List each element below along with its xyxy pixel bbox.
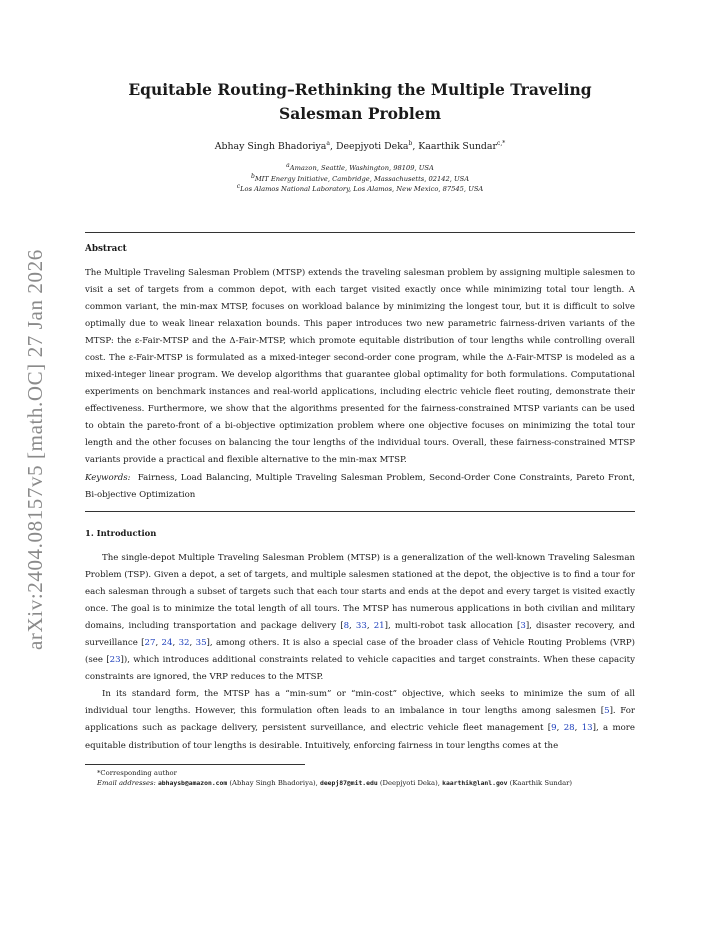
- citation-link[interactable]: 32: [178, 637, 190, 648]
- text-run: ,: [366, 620, 374, 631]
- citation-link[interactable]: 23: [109, 655, 121, 666]
- author-name: Abhay Singh Bhadoriya: [214, 141, 327, 152]
- author-list: [85, 140, 635, 153]
- text-run: The single-depot Multiple Traveling Salesman Problem (MTSP) is a generalization of the well-known Traveling Salesman Problem (TSP). Given a depot, a set of targets, and multiple salesmen stationed at the depot, the objective is to find a tour for each salesman through a subset of targets such that each tour starts and ends at the depot and every target is visited exactly once. The goal is to minimize the total length of all tours. The MTSP has numerous applications in both civilian and military domains, including transportation and package delivery [: [85, 552, 635, 631]
- keywords: [85, 470, 635, 504]
- citation-link[interactable]: 24: [161, 637, 173, 648]
- email-label: Email addresses:: [97, 778, 156, 787]
- citation-link[interactable]: 13: [581, 723, 593, 734]
- intro-paragraph-2: [85, 686, 635, 754]
- corresponding-author-note: *Corresponding author: [97, 768, 177, 777]
- author-separator: ,: [412, 141, 419, 152]
- arxiv-identifier: arXiv:2404.08157v5 [math.OC] 27 Jan 2026: [23, 249, 47, 650]
- affiliation-text: Amazon, Seattle, Washington, 98109, USA: [289, 164, 434, 172]
- affiliation: [85, 174, 635, 185]
- email-link[interactable]: kaarthik@lanl.gov: [442, 778, 508, 787]
- text-run: ,: [556, 723, 564, 734]
- text-run: ,: [574, 723, 582, 734]
- text-run: In its standard form, the MTSP has a “min-sum” or “min-cost” objective, which seeks to minimize the sum of all individual tour lengths. However, this formulation often leads to an imbalance in tour lengths among salesmen [: [85, 689, 635, 717]
- email-link[interactable]: abhaysb@amazon.com: [157, 778, 228, 787]
- divider: [85, 511, 635, 512]
- keywords-text: Fairness, Load Balancing, Multiple Traveling Salesman Problem, Second-Order Cone Constraints, Pareto Front, Bi-objective Optimization: [85, 472, 636, 500]
- author-separator: ,: [329, 141, 336, 152]
- text-run: ,: [172, 637, 179, 648]
- text-run: ]. For applications such as package delivery, persistent surveillance, and electric vehicle fleet management [: [85, 706, 635, 734]
- citation-link[interactable]: 35: [195, 637, 207, 648]
- citation-link[interactable]: 5: [604, 706, 610, 717]
- affiliation: [85, 163, 635, 174]
- email-owner: (Abhay Singh Bhadoriya),: [227, 778, 320, 787]
- text-run: ,: [189, 637, 196, 648]
- email-owner: (Deepjyoti Deka),: [377, 778, 443, 787]
- text-run: ]), which introduces additional constraints related to vehicle capacities and target constraints. When these capacity constraints are ignored, the VRP reduces to the MTSP.: [85, 655, 635, 683]
- author-mark: c,*: [497, 139, 506, 147]
- author-mark: a: [326, 139, 330, 147]
- citation-link[interactable]: 9: [551, 723, 557, 734]
- keywords-label: Keywords:: [85, 472, 131, 483]
- text-run: ,: [155, 637, 162, 648]
- email-link[interactable]: deepj87@mit.edu: [319, 778, 378, 787]
- citation-link[interactable]: 28: [563, 723, 575, 734]
- citation-link[interactable]: 33: [355, 620, 367, 631]
- author-name: Kaarthik Sundar: [418, 141, 497, 152]
- abstract-heading: Abstract: [85, 243, 127, 254]
- author-mark: b: [408, 139, 413, 147]
- affiliation-text: MIT Energy Initiative, Cambridge, Massachusetts, 02142, USA: [254, 174, 470, 183]
- citation-link[interactable]: 8: [343, 620, 350, 631]
- email-owner: (Kaarthik Sundar): [507, 778, 573, 787]
- citation-link[interactable]: 27: [144, 637, 156, 648]
- email-addresses: [85, 778, 635, 788]
- citation-link[interactable]: 3: [520, 620, 526, 631]
- footnotes: [85, 768, 635, 788]
- affiliation-mark: c: [236, 182, 241, 190]
- text-run: ], a more equitable distribution of tour lengths is desirable. Intuitively, enforcing fairness in tour lengths comes at the: [85, 723, 635, 751]
- citation-link[interactable]: 21: [373, 620, 385, 631]
- abstract-text: The Multiple Traveling Salesman Problem (MTSP) extends the traveling salesman problem by assigning multiple salesmen to visit a set of targets from a common depot, with each target visited exactly once while minimizing total tour length. A common variant, the min-max MTSP, focuses on workload balance by minimizing the longest tour, but it is difficult to solve optimally due to weak linear relaxation bounds. This paper introduces two new parametric fairness-driven variants of the MTSP: the ε-Fair-MTSP and the Δ-Fair-MTSP, which promote equitable distribution of tour lengths while controlling overall cost. The ε-Fair-MTSP is formulated as a mixed-integer second-order cone program, while the Δ-Fair-MTSP is modeled as a mixed-integer linear program. We develop algorithms that guarantee global optimality for both formulations. Computational experiments on benchmark instances and real-world applications, including electric vehicle fleet routing, demonstrate their effectiveness. Furthermore, we show that the algorithms presented for the fairness-constrained MTSP variants can be used to obtain the pareto-front of a bi-objective optimization problem where one objective focuses on minimizing the total tour length and the other focuses on balancing the tour lengths of the individual tours. Overall, these fairness-constrained MTSP variants provide a practical and flexible alternative to the min-max MTSP.: [85, 267, 635, 465]
- affiliation: [85, 184, 635, 195]
- text-run: ], among others. It is also a special case of the broader class of Vehicle Routing Problems (VRP) (see [: [85, 637, 635, 666]
- paper-page: [85, 78, 635, 788]
- author-name: Deepjyoti Deka: [335, 141, 409, 152]
- affiliation-text: Los Alamos National Laboratory, Los Alamos, New Mexico, 87545, USA: [240, 185, 484, 193]
- affiliation-mark: a: [286, 161, 290, 169]
- text-run: ], multi-robot task allocation [: [384, 620, 521, 631]
- paper-title: Equitable Routing–Rethinking the Multiple Traveling Salesman Problem: [128, 80, 592, 123]
- text-run: ], disaster recovery, and surveillance [: [85, 620, 635, 648]
- affiliations: [85, 163, 635, 195]
- divider: [85, 232, 635, 233]
- footnote-divider: [85, 764, 305, 765]
- section-heading: 1. Introduction: [85, 527, 157, 538]
- text-run: ,: [349, 620, 356, 631]
- affiliation-mark: b: [250, 172, 255, 180]
- intro-paragraph-1: [85, 550, 635, 687]
